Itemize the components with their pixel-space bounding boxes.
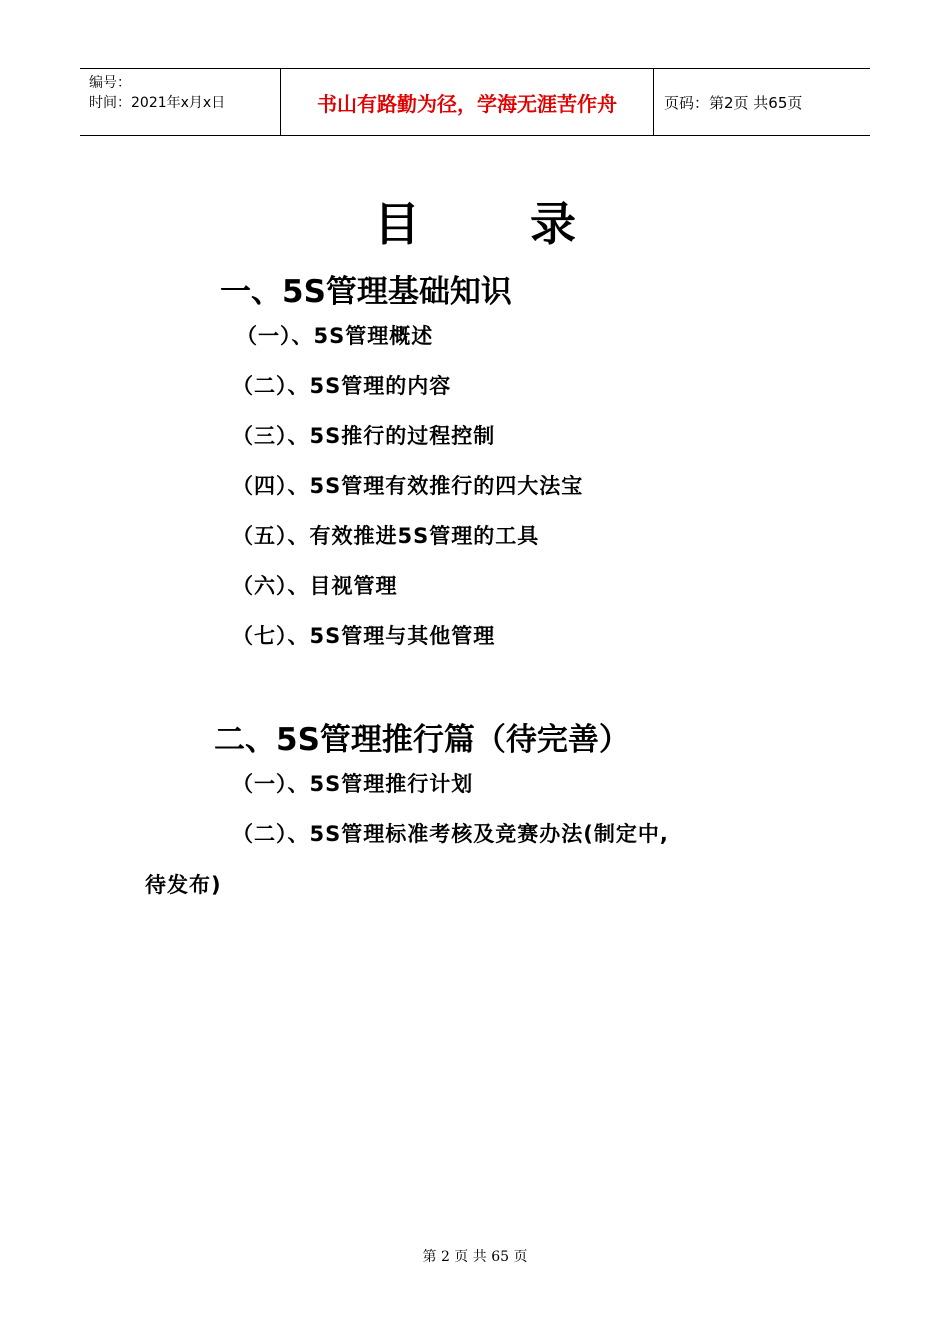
page-header	[80, 68, 870, 136]
time-label: 时间：2021年x月x日	[89, 95, 226, 111]
header-motto: 书山有路勤为径，学海无涯苦作舟	[281, 69, 654, 135]
section-heading-1: 一、5S管理基础知识	[220, 274, 512, 310]
toc-item: （五）、有效推进5S管理的工具	[232, 524, 540, 548]
number-label: 编号：	[89, 75, 131, 91]
page-footer: 第 2 页 共 65 页	[422, 1249, 528, 1265]
toc-item-continuation: 待发布)	[145, 873, 222, 897]
toc-item: （二）、5S管理的内容	[232, 374, 452, 398]
toc-title: 目录	[374, 197, 686, 251]
toc-item: （一）、5S管理推行计划	[232, 772, 474, 796]
toc-item: （四）、5S管理有效推行的四大法宝	[232, 474, 584, 498]
toc-item: （三）、5S推行的过程控制	[232, 424, 496, 448]
toc-item: （二）、5S管理标准考核及竞赛办法(制定中,	[232, 822, 669, 846]
section-heading-2: 二、5S管理推行篇（待完善）	[214, 722, 630, 758]
toc-item: （六）、目视管理	[232, 574, 398, 598]
header-page-info: 页码：第2页 共65页	[664, 93, 803, 112]
toc-item: （七）、5S管理与其他管理	[232, 624, 496, 648]
header-meta	[80, 69, 281, 135]
toc-item: （一）、5S管理概述	[236, 324, 434, 348]
